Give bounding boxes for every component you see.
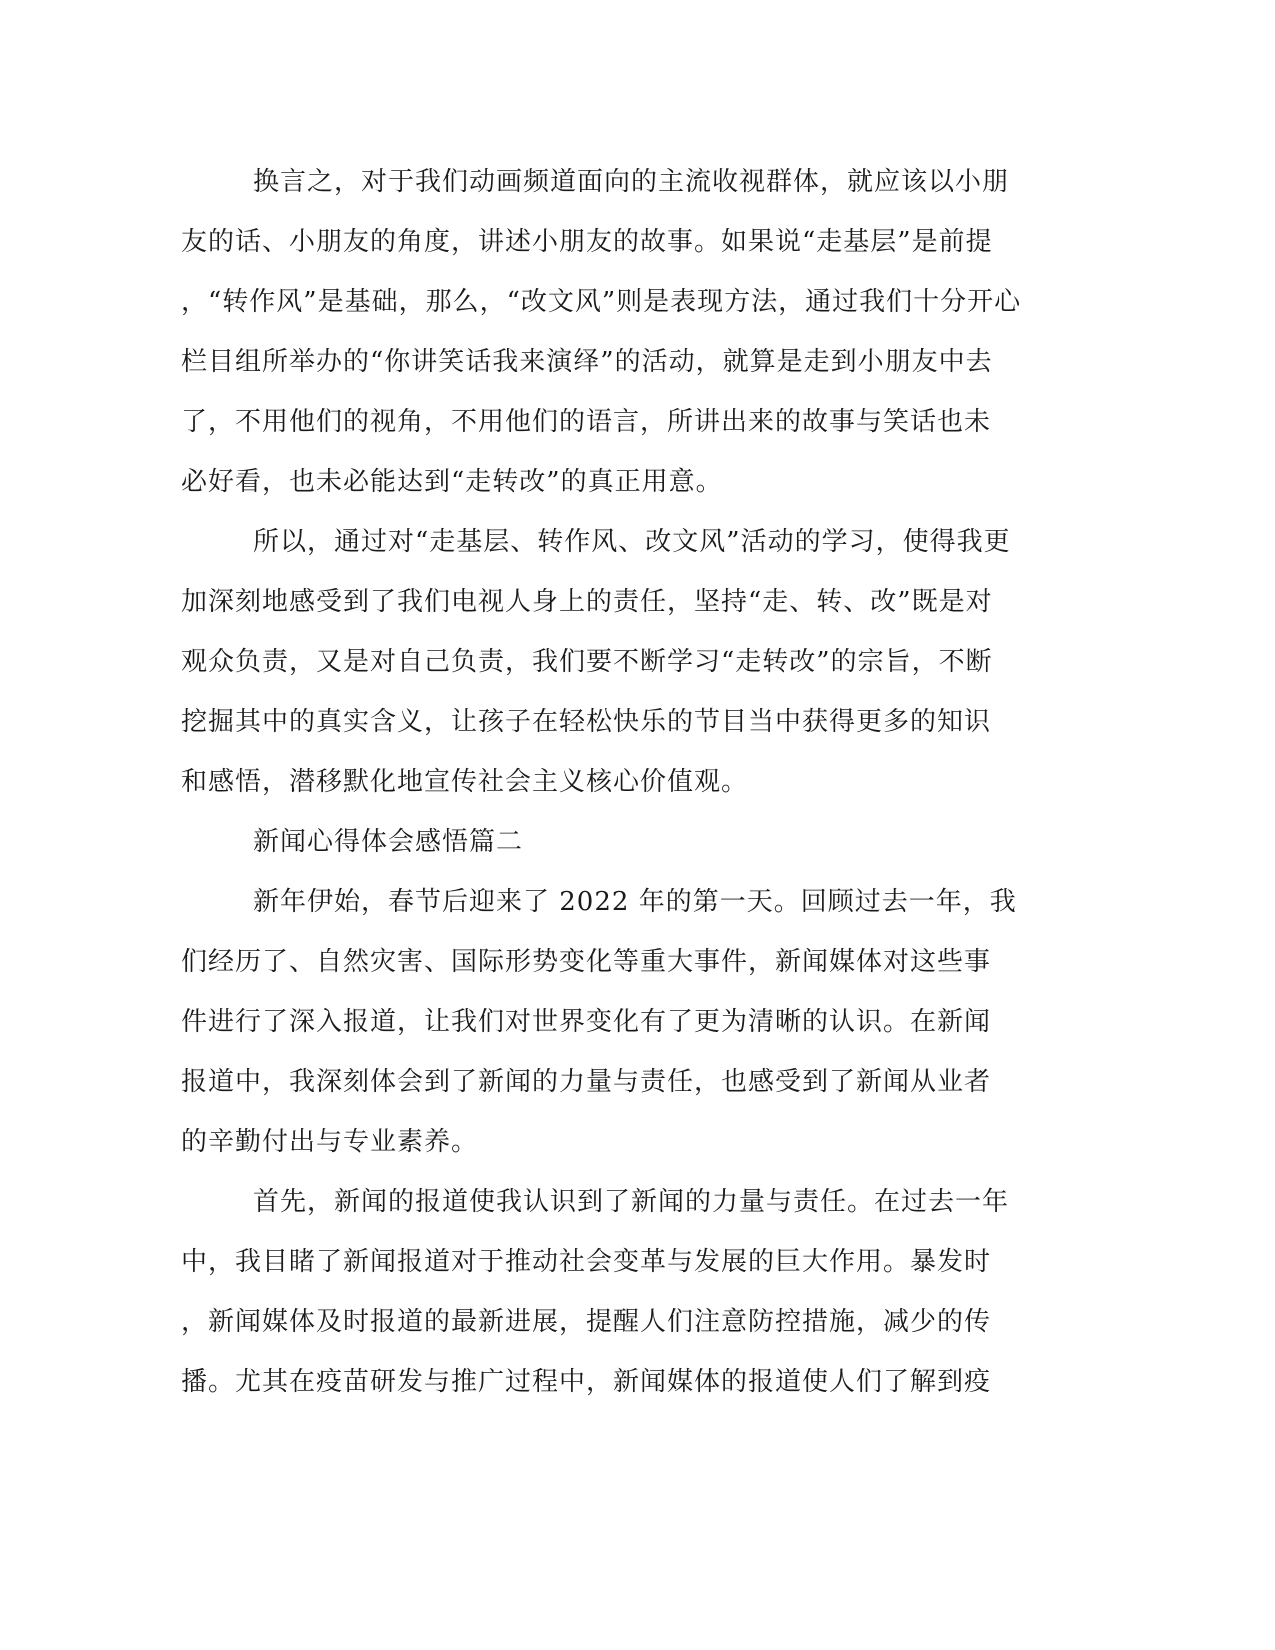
paragraph-line: 们经历了、自然灾害、国际形势变化等重大事件，新闻媒体对这些事 (181, 947, 992, 977)
paragraph-line: 挖掘其中的真实含义，让孩子在轻松快乐的节目当中获得更多的知识 (181, 707, 992, 737)
paragraph-line: ，“转作风”是基础，那么，“改文风”则是表现方法，通过我们十分开心 (181, 287, 1022, 317)
paragraph-line: 新年伊始，春节后迎来了 2022 年的第一天。回顾过去一年，我 (253, 887, 1017, 917)
document-body (181, 152, 1041, 1412)
paragraph-line: 观众负责，又是对自己负责，我们要不断学习“走转改”的宗旨，不断 (181, 647, 993, 677)
paragraph-line: 换言之，对于我们动画频道面向的主流收视群体，就应该以小朋 (253, 167, 1010, 197)
paragraph-line: 必好看，也未必能达到“走转改”的真正用意。 (181, 467, 723, 497)
paragraph-line: 所以，通过对“走基层、转作风、改文风”活动的学习，使得我更 (253, 527, 1011, 557)
paragraph-line: 和感悟，潜移默化地宣传社会主义核心价值观。 (181, 767, 749, 797)
paragraph-line: 首先，新闻的报道使我认识到了新闻的力量与责任。在过去一年 (253, 1187, 1010, 1217)
paragraph-line: 的辛勤付出与专业素养。 (181, 1127, 479, 1157)
paragraph-line: 报道中，我深刻体会到了新闻的力量与责任，也感受到了新闻从业者 (181, 1067, 992, 1097)
paragraph-line: 播。尤其在疫苗研发与推广过程中，新闻媒体的报道使人们了解到疫 (181, 1367, 992, 1397)
paragraph-line: 了，不用他们的视角，不用他们的语言，所讲出来的故事与笑话也未 (181, 407, 992, 437)
paragraph-line: 件进行了深入报道，让我们对世界变化有了更为清晰的认识。在新闻 (181, 1007, 992, 1037)
paragraph-line: 友的话、小朋友的角度，讲述小朋友的故事。如果说“走基层”是前提 (181, 227, 993, 257)
section-heading: 新闻心得体会感悟篇二 (253, 827, 524, 857)
paragraph-line: 中，我目睹了新闻报道对于推动社会变革与发展的巨大作用。暴发时 (181, 1247, 992, 1277)
paragraph-line: 加深刻地感受到了我们电视人身上的责任，坚持“走、转、改”既是对 (181, 587, 993, 617)
paragraph-line: ，新闻媒体及时报道的最新进展，提醒人们注意防控措施，减少的传 (181, 1307, 992, 1337)
paragraph-line: 栏目组所举办的“你讲笑话我来演绎”的活动，就算是走到小朋友中去 (181, 347, 993, 377)
